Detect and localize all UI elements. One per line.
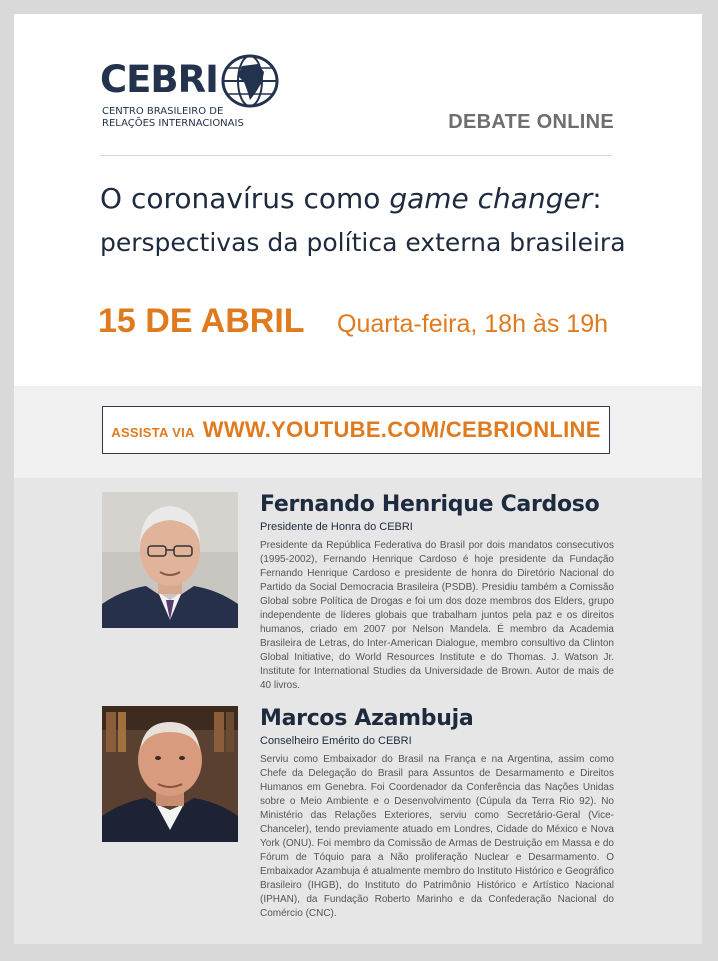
logo-subtitle <box>102 106 302 130</box>
speaker-name: Marcos Azambuja <box>260 706 474 731</box>
logo-wordmark: CEBRI <box>100 58 218 101</box>
cebri-logo <box>100 54 300 134</box>
header-section <box>14 14 702 386</box>
speaker-photo <box>102 492 238 628</box>
event-date: 15 DE ABRIL <box>98 302 305 340</box>
speaker-role: Conselheiro Emérito do CEBRI <box>260 735 412 747</box>
event-subtitle: perspectivas da política externa brasileira <box>100 228 626 257</box>
speaker-photo <box>102 706 238 842</box>
speaker-role: Presidente de Honra do CEBRI <box>260 521 413 533</box>
event-type-label: DEBATE ONLINE <box>448 111 614 133</box>
youtube-link[interactable]: WWW.YOUTUBE.COM/CEBRIONLINE <box>202 417 601 442</box>
event-title <box>100 182 602 215</box>
title-emphasis: game changer <box>389 182 593 215</box>
title-suffix: : <box>592 182 602 215</box>
globe-logo-icon <box>220 54 280 108</box>
logo-subtitle-line2: RELAÇÕES INTERNACIONAIS <box>102 118 244 129</box>
speaker-bio: Serviu como Embaixador do Brasil na França e na Argentina, assim como Chefe da Delegação do Brasil para Assuntos de Desarmamento e Direitos Humanos em Genebra. Foi Coordenador da Conferência das Nações Unidas sobre o Meio Ambiente e o Desenvolvimento (Cúpula da Terra Rio 92). No Ministério das Relações Exteriores, serviu como Secretário-Geral (Vice-Chanceler), tendo previamente atuado em Londres, Cidade do México e Nova York (ONU). Foi membro da Comissão de Armas de Destruição em Massa e do Fórum de Tóquio para a Não proliferação Nuclear e Desarmamento. O Embaixador Azambuja é atualmente membro do Instituto Histórico e Geográfico Brasileiro (IHGB), do Instituto do Patrimônio Histórico e Artístico Nacional (IPHAN), da Fundação Roberto Marinho e da Confederação Nacional do Comércio (CNC). <box>260 754 614 919</box>
watch-link-box[interactable] <box>102 406 610 454</box>
divider <box>100 155 612 156</box>
logo-subtitle-line1: CENTRO BRASILEIRO DE <box>102 106 224 117</box>
event-flyer <box>14 14 702 944</box>
watch-band <box>14 386 702 478</box>
speaker-name: Fernando Henrique Cardoso <box>260 492 600 517</box>
event-time: Quarta-feira, 18h às 19h <box>337 310 608 338</box>
speaker-bio: Presidente da República Federativa do Brasil por dois mandatos consecutivos (1995-2002), Fernando Henrique Cardoso é hoje presidente da Fundação Fernando Henrique Cardoso e presidente de honra do Diretório Nacional do Partido da Social Democracia Brasileira (PSDB). Presidiu também a Comissão Global sobre Política de Drogas e foi um dos doze membros dos Elders, grupo independente de líderes globais que trabalham juntos pela paz e os direitos humanos, criado em 2007 por Nelson Mandela. É membro da Academia Brasileira de Letras, do Inter-American Dialogue, membro consultivo da Clinton Global Initiative, do World Resources Institute e do Thomas. J. Watson Jr. Institute for International Studies da Universidade de Brown. Autor de mais de 40 livros. <box>260 540 614 691</box>
speaker-info <box>260 492 614 693</box>
speaker-card <box>102 492 612 692</box>
speaker-card <box>102 706 612 926</box>
speaker-info <box>260 706 614 921</box>
title-prefix: O coronavírus como <box>100 182 390 215</box>
watch-prefix: ASSISTA VIA <box>111 424 195 440</box>
